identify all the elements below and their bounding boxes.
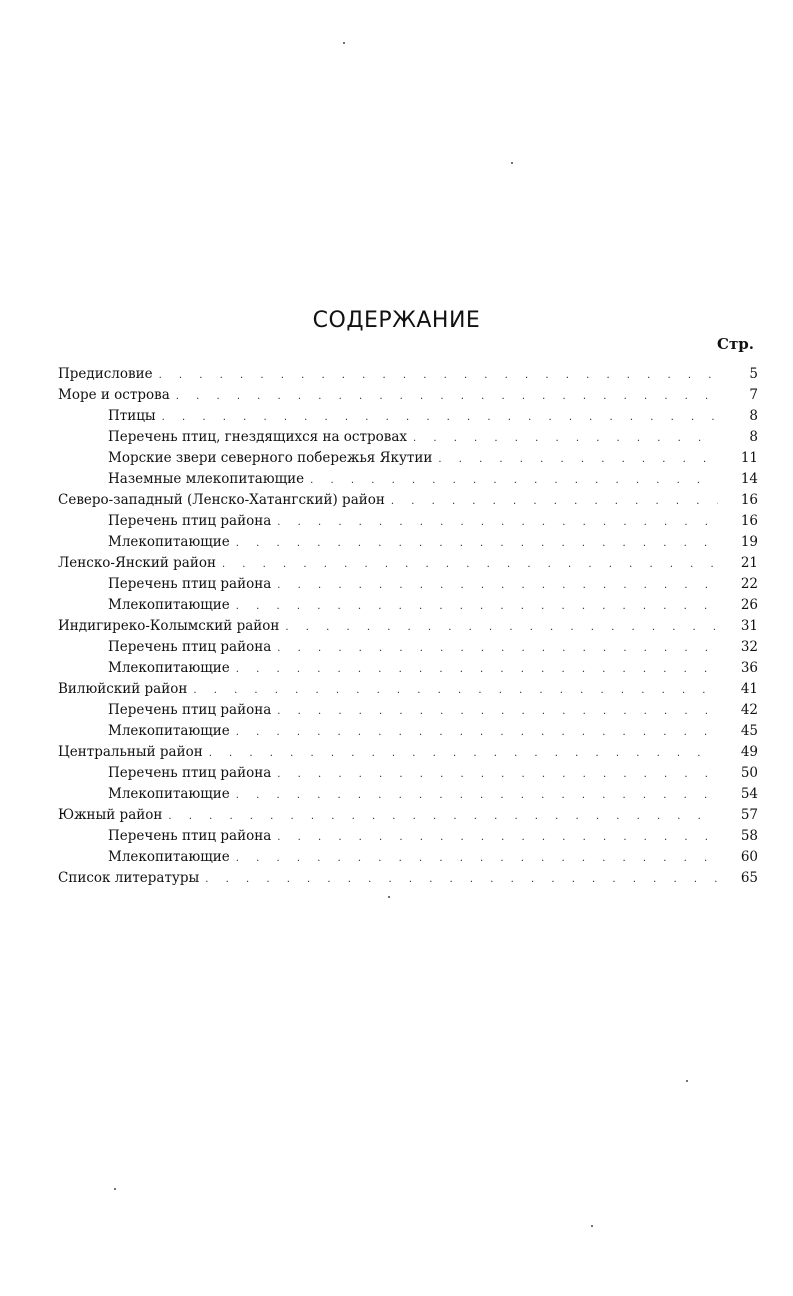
dot-leader — [236, 596, 718, 617]
toc-entry — [58, 826, 758, 847]
toc-entry-page: 21 — [740, 555, 758, 571]
toc-entry — [58, 364, 758, 385]
dot-leader — [391, 491, 718, 512]
toc-entry — [58, 847, 758, 868]
toc-entry — [58, 595, 758, 616]
toc-entry-title: Перечень птиц района — [108, 513, 272, 529]
toc-entry-page: 58 — [740, 828, 758, 844]
dot-leader — [285, 617, 718, 638]
toc-entry — [58, 868, 758, 889]
dot-leader — [205, 869, 718, 890]
toc-entry-title: Предисловие — [58, 366, 153, 382]
toc-entry — [58, 679, 758, 700]
toc-entry-title: Млекопитающие — [108, 786, 230, 802]
toc-entry — [58, 616, 758, 637]
toc-entry-title: Вилюйский район — [58, 681, 188, 697]
toc-entry-page: 60 — [740, 849, 758, 865]
toc-entry — [58, 448, 758, 469]
toc-entry-title: Перечень птиц района — [108, 828, 272, 844]
toc-entry-page: 41 — [740, 681, 758, 697]
page-title: СОДЕРЖАНИЕ — [312, 308, 481, 333]
toc-entry-title: Южный район — [58, 807, 163, 823]
scan-speck — [388, 896, 390, 898]
toc-entry-page: 22 — [740, 576, 758, 592]
toc-entry — [58, 637, 758, 658]
toc-entry-title: Северо-западный (Ленско-Хатангский) район — [58, 492, 385, 508]
scan-speck — [511, 162, 513, 164]
toc-entry-page: 7 — [749, 387, 758, 403]
dot-leader — [277, 701, 718, 722]
scan-speck — [591, 1225, 593, 1227]
dot-leader — [159, 365, 718, 386]
toc-entry-page: 49 — [740, 744, 758, 760]
toc-entry — [58, 490, 758, 511]
toc-entry-title: Центральный район — [58, 744, 203, 760]
toc-entry-page: 45 — [740, 723, 758, 739]
toc-entry — [58, 511, 758, 532]
toc-entry-page: 31 — [740, 618, 758, 634]
toc-entry-page: 8 — [749, 408, 758, 424]
dot-leader — [277, 512, 718, 533]
scan-speck — [114, 1188, 116, 1190]
dot-leader — [168, 806, 718, 827]
dot-leader — [413, 428, 718, 449]
toc-entry-page: 16 — [740, 513, 758, 529]
dot-leader — [277, 638, 718, 659]
toc-entry-page: 57 — [740, 807, 758, 823]
dot-leader — [277, 827, 718, 848]
dot-leader — [310, 470, 718, 491]
toc-entry-title: Наземные млекопитающие — [108, 471, 305, 487]
dot-leader — [236, 722, 718, 743]
toc-entry-page: 54 — [740, 786, 758, 802]
dot-leader — [222, 554, 718, 575]
toc-entry-title: Море и острова — [58, 387, 170, 403]
dot-leader — [209, 743, 718, 764]
toc-entry — [58, 742, 758, 763]
toc-entry-page: 32 — [740, 639, 758, 655]
dot-leader — [176, 386, 718, 407]
toc-entry-page: 36 — [740, 660, 758, 676]
toc-entry — [58, 763, 758, 784]
toc-entry — [58, 553, 758, 574]
toc-entry-title: Млекопитающие — [108, 849, 230, 865]
toc-entry-title: Млекопитающие — [108, 597, 230, 613]
scan-speck — [686, 1080, 688, 1082]
toc-entry — [58, 532, 758, 553]
toc-entry-page: 14 — [740, 471, 758, 487]
toc-entry-title: Млекопитающие — [108, 534, 230, 550]
toc-entry-title: Перечень птиц района — [108, 702, 272, 718]
scan-speck — [343, 42, 345, 44]
toc-entry-title: Морские звери северного побережья Якутии — [108, 450, 433, 466]
dot-leader — [193, 680, 718, 701]
toc-entry-title: Птицы — [108, 408, 156, 424]
toc-entry-page: 26 — [740, 597, 758, 613]
toc-entry — [58, 469, 758, 490]
dot-leader — [236, 659, 718, 680]
toc-entry — [58, 427, 758, 448]
toc-entry — [58, 385, 758, 406]
toc-entry-page: 16 — [740, 492, 758, 508]
toc-entry-page: 8 — [749, 429, 758, 445]
toc-entry-page: 65 — [740, 870, 758, 886]
toc-entry — [58, 805, 758, 826]
toc-entry-title: Перечень птиц района — [108, 576, 272, 592]
page-column-header: Стр. — [717, 335, 754, 353]
toc-entry-page: 5 — [749, 366, 758, 382]
toc-entry — [58, 574, 758, 595]
toc-entry-title: Индигиреко-Колымский район — [58, 618, 280, 634]
toc-entry — [58, 784, 758, 805]
toc-entry-title: Перечень птиц района — [108, 765, 272, 781]
toc-entry — [58, 658, 758, 679]
toc-entry — [58, 700, 758, 721]
toc-entry-page: 50 — [740, 765, 758, 781]
toc-entry-title: Млекопитающие — [108, 723, 230, 739]
dot-leader — [236, 533, 718, 554]
toc-entry-title: Перечень птиц, гнездящихся на островах — [108, 429, 407, 445]
toc-entry-title: Ленско-Янский район — [58, 555, 216, 571]
toc-entry-title: Перечень птиц района — [108, 639, 272, 655]
toc-entry — [58, 721, 758, 742]
dot-leader — [236, 848, 718, 869]
dot-leader — [236, 785, 718, 806]
toc-entry-page: 42 — [740, 702, 758, 718]
dot-leader — [438, 449, 718, 470]
toc-entry-title: Список литературы — [58, 870, 200, 886]
dot-leader — [277, 575, 718, 596]
toc-entry — [58, 406, 758, 427]
toc-entry-page: 11 — [740, 450, 758, 466]
dot-leader — [277, 764, 718, 785]
dot-leader — [162, 407, 718, 428]
table-of-contents — [58, 364, 758, 889]
toc-entry-title: Млекопитающие — [108, 660, 230, 676]
toc-entry-page: 19 — [740, 534, 758, 550]
